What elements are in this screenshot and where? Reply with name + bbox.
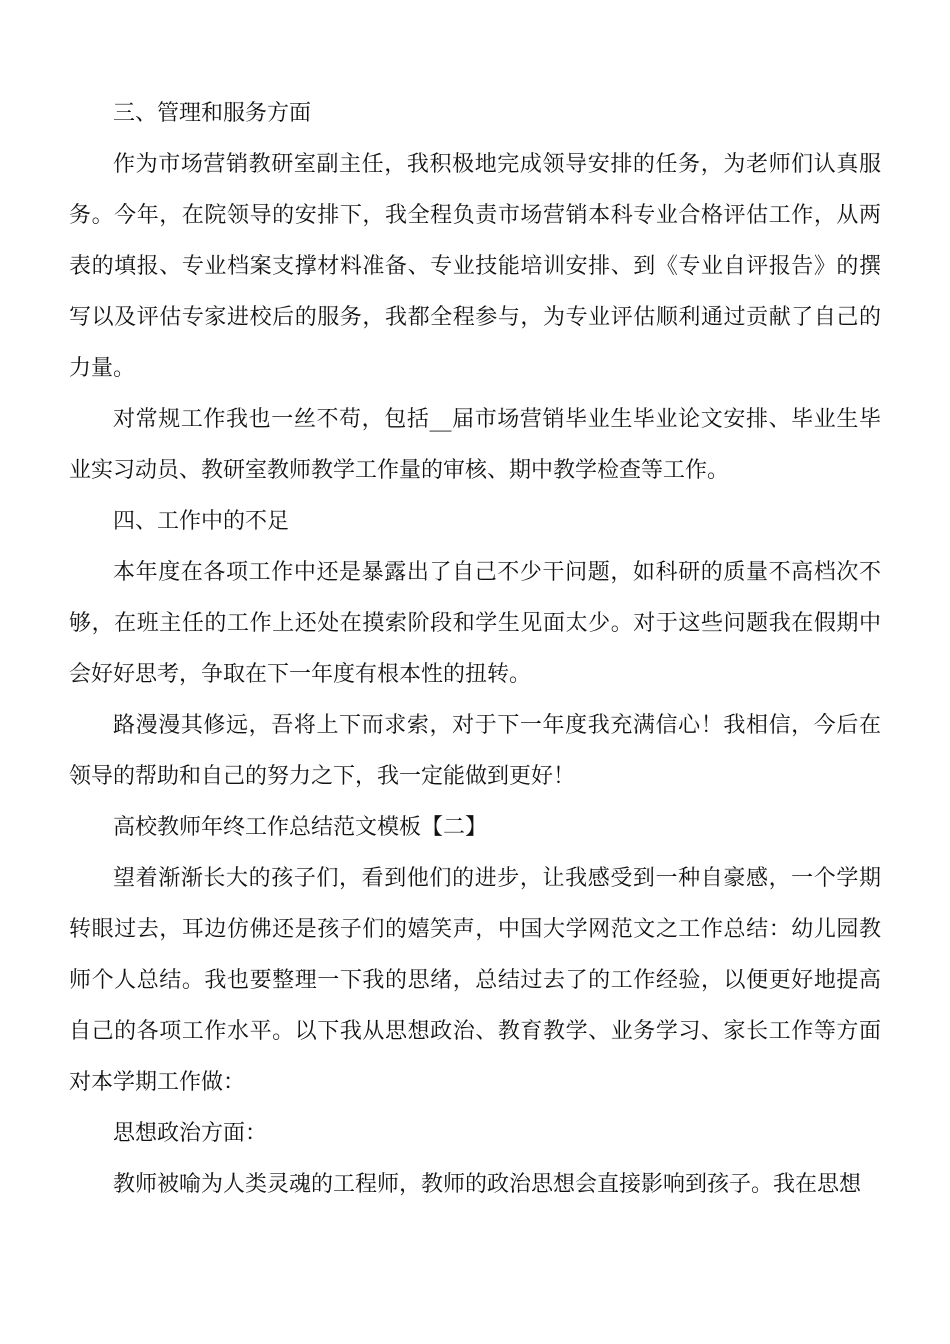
section-heading-template-two: 高校教师年终工作总结范文模板【二】 (113, 815, 488, 840)
section-heading-management: 三、管理和服务方面 (113, 101, 312, 126)
section-heading-politics: 思想政治方面： (113, 1121, 268, 1146)
paragraph-routine-work: 对常规工作我也一丝不苟，包括__届市场营销毕业生毕业论文安排、毕业生毕业实习动员、教研室教师教学工作量的审核、期中教学检查等工作。 (69, 407, 881, 483)
paragraph-shortcomings: 本年度在各项工作中还是暴露出了自己不少干问题，如科研的质量不高档次不够，在班主任的工作上还处在摸索阶段和学生见面太少。对于这些问题我在假期中会好好思考，争取在下一年度有根本性的扭转。 (69, 560, 881, 687)
paragraph-politics: 教师被喻为人类灵魂的工程师，教师的政治思想会直接影响到孩子。我在思想 (113, 1172, 862, 1197)
paragraph-intro: 望着渐渐长大的孩子们，看到他们的进步，让我感受到一种自豪感，一个学期转眼过去，耳边仿佛还是孩子们的嬉笑声，中国大学网范文之工作总结：幼儿园教师个人总结。我也要整理一下我的思绪，总结过去了的工作经验，以便更好地提高自己的各项工作水平。以下我从思想政治、教育教学、业务学习、家长工作等方面对本学期工作做： (69, 866, 881, 1095)
section-heading-shortcomings: 四、工作中的不足 (113, 509, 290, 534)
paragraph-outlook: 路漫漫其修远，吾将上下而求索，对于下一年度我充满信心！我相信，今后在领导的帮助和自己的努力之下，我一定能做到更好！ (69, 713, 881, 789)
document-body (69, 88, 881, 1210)
paragraph-service: 作为市场营销教研室副主任，我积极地完成领导安排的任务，为老师们认真服务。今年，在院领导的安排下，我全程负责市场营销本科专业合格评估工作，从两表的填报、专业档案支撑材料准备、专业技能培训安排、到《专业自评报告》的撰写以及评估专家进校后的服务，我都全程参与，为专业评估顺利通过贡献了自己的力量。 (69, 152, 881, 381)
